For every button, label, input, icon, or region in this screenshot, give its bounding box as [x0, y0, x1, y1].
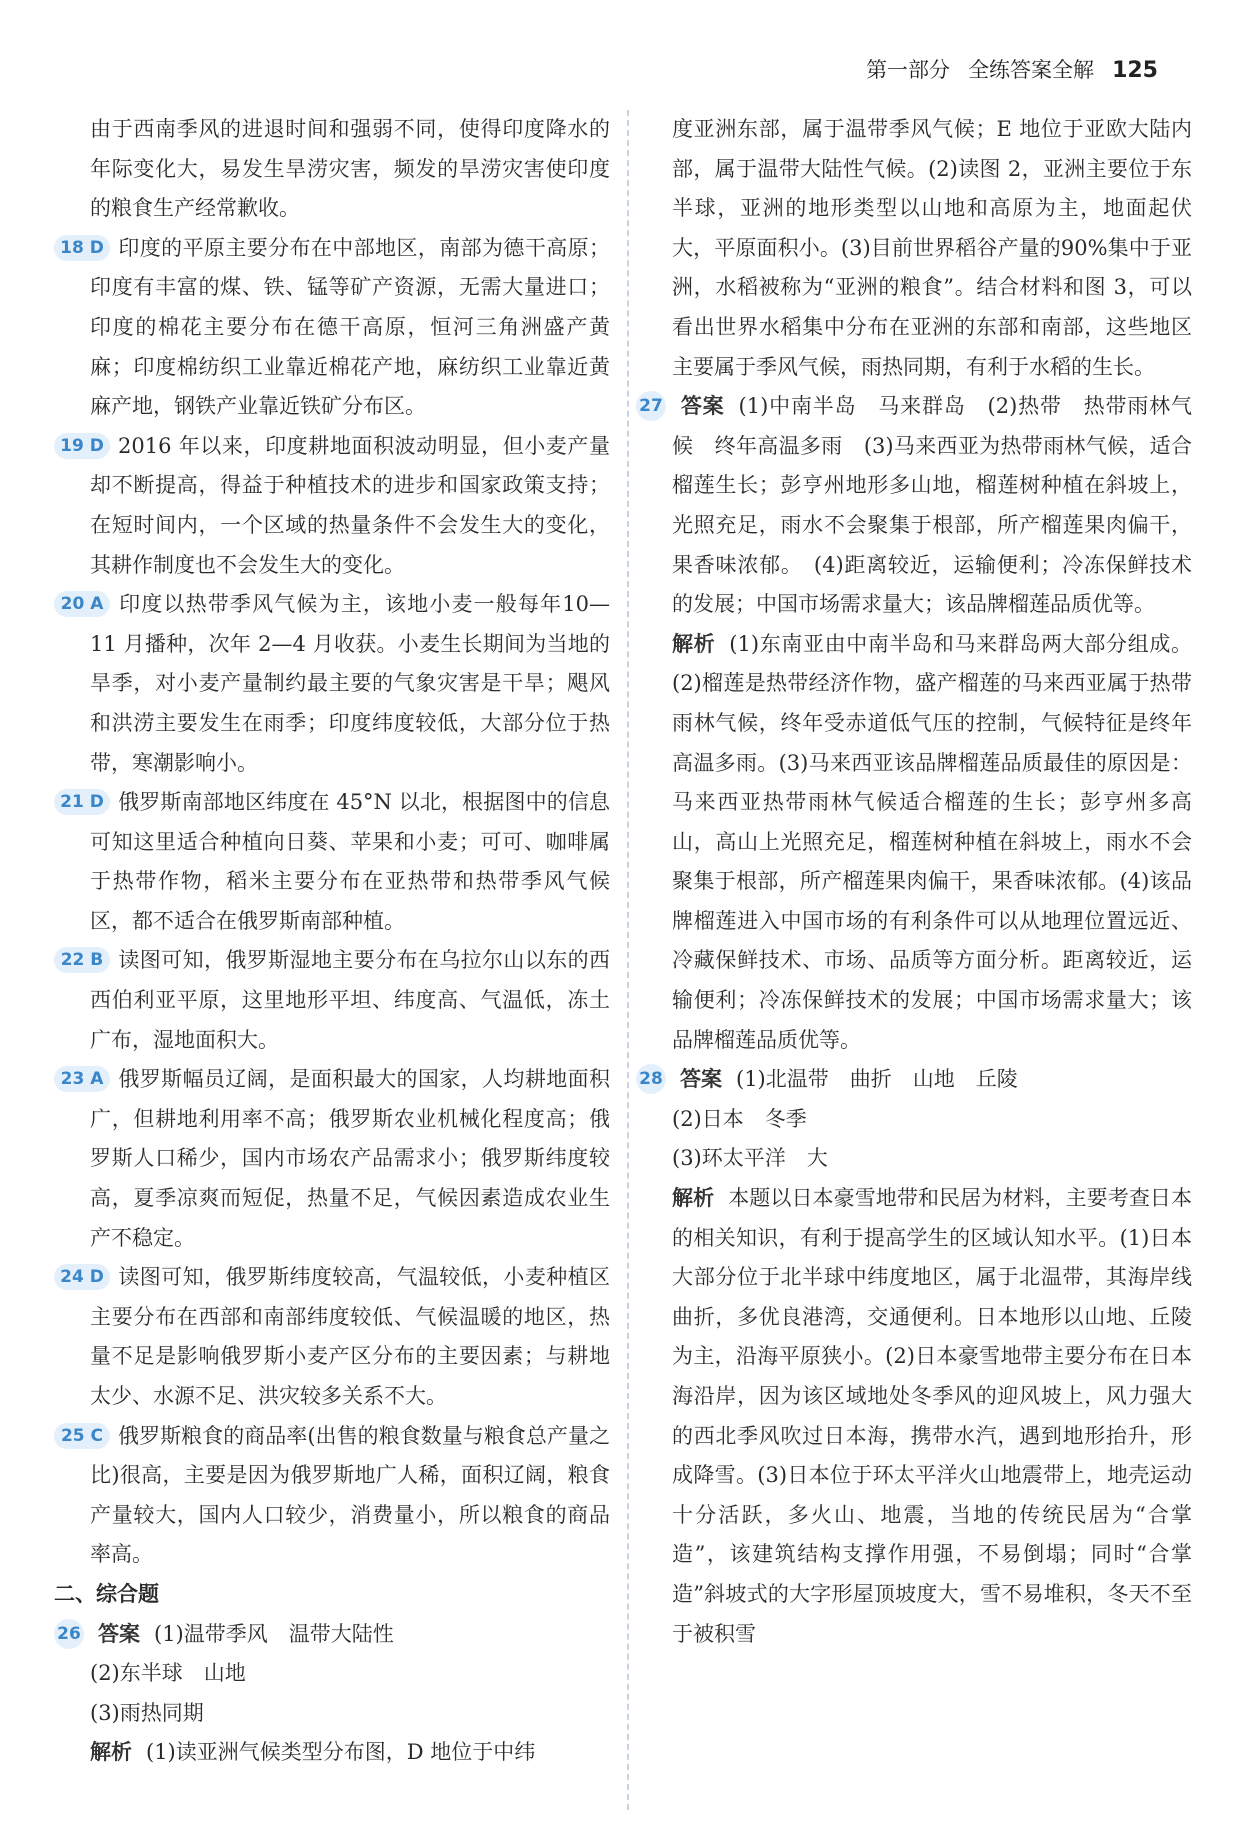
explanation-block [672, 1179, 1192, 1654]
question-number-badge: 22 B [54, 947, 110, 973]
explanation-text: 俄罗斯粮食的商品率(出售的粮食数量与粮食总产量之比)很高，主要是因为俄罗斯地广人稀，面积辽阔，粮食产量较大，国内人口较少，消费量小，所以粮食的商品率高。 [90, 1423, 610, 1567]
explanation-label: 解析 [90, 1740, 132, 1765]
question-number-badge: 21 D [54, 789, 110, 815]
question-number-badge: 23 A [54, 1066, 110, 1092]
explanation-text: 俄罗斯南部地区纬度在 45°N 以北，根据图中的信息可知这里适合种植向日葵、苹果和小麦；可可、咖啡属于热带作物，稻米主要分布在亚热带和热带季风气候区，都不适合在俄罗斯南部种植。 [90, 790, 610, 933]
section-title: 二、综合题 [54, 1581, 159, 1606]
explanation-block [90, 1733, 610, 1773]
explanation-text: 俄罗斯幅员辽阔，是面积最大的国家，人均耕地面积广，但耕地利用率不高；俄罗斯农业机械化程度高；俄罗斯人口稀少，国内市场农产品需求小；俄罗斯纬度较高，夏季凉爽而短促，热量不足，气候因素造成农业生产不稳定。 [90, 1067, 610, 1250]
answer-label: 答案 [680, 394, 725, 419]
answer-block [639, 1060, 1192, 1179]
continued-text [90, 110, 610, 229]
question-number-badge: 18 D [54, 235, 110, 261]
column-divider [627, 110, 629, 1810]
question-answer [60, 941, 610, 1060]
answer-line: (3)雨热同期 [90, 1700, 204, 1725]
explanation-label: 解析 [672, 1186, 715, 1211]
explanation-label: 解析 [672, 631, 716, 656]
right-column [639, 110, 1193, 1654]
question-answer [60, 1258, 610, 1416]
paragraph-text: 度亚洲东部，属于温带季风气候；E 地位于亚欧大陆内部，属于温带大陆性气候。(2)读图 2，亚洲主要位于东半球，亚洲的地形类型以山地和高原为主，地面起伏大，平原面积小。(3)目前世界稻谷产量的90%集中于亚洲，水稻被称为“亚洲的粮食”。结合材料和图 3，可以看出世界水稻集中分布在亚洲的东部和南部，这些地区主要属于季风气候，雨热同期，有利于水稻的生长。 [672, 117, 1192, 379]
question-answer [60, 427, 610, 585]
question-answer [60, 1060, 610, 1258]
answer-block [57, 1615, 610, 1734]
header-title: 全练答案全解 [968, 58, 1095, 82]
explanation-text: (1)读亚洲气候类型分布图，D 地位于中纬 [146, 1740, 536, 1765]
answer-line: (1)中南半岛 马来群岛 (2)热带 热带雨林气候 终年高温多雨 (3)马来西亚为热带雨林气候，适合榴莲生长；彭亨州地形多山地，榴莲树种植在斜坡上，光照充足，雨水不会聚集于根部，所产榴莲果肉偏干，果香味浓郁。 (4)距离较近，运输便利；冷冻保鲜技术的发展；中国市场需求量大；该品牌榴莲品质优等。 [672, 394, 1193, 617]
question-number-badge: 19 D [54, 433, 110, 459]
answer-line: (1)北温带 曲折 山地 丘陵 [736, 1067, 1018, 1092]
answer-line: (2)日本 冬季 [672, 1106, 807, 1131]
section-heading [54, 1575, 610, 1615]
answer-line: (2)东半球 山地 [90, 1661, 246, 1686]
explanation-text: 读图可知，俄罗斯湿地主要分布在乌拉尔山以东的西西伯利亚平原，这里地形平坦、纬度高、气温低，冻土广布，湿地面积大。 [90, 948, 610, 1052]
page-header [866, 54, 1158, 84]
explanation-block [672, 625, 1192, 1061]
explanation-text: 印度以热带季风气候为主，该地小麦一般每年10—11 月播种，次年 2—4 月收获。小麦生长期间为当地的旱季，对小麦产量制约最主要的气象灾害是干旱；飓风和洪涝主要发生在雨季；印度纬度较低，大部分位于热带，寒潮影响小。 [90, 592, 610, 775]
header-part: 第一部分 [866, 58, 951, 82]
explanation-text: (1)东南亚由中南半岛和马来群岛两大部分组成。(2)榴莲是热带经济作物，盛产榴莲的马来西亚属于热带雨林气候，终年受赤道低气压的控制，气候特征是终年高温多雨。(3)马来西亚该品牌榴莲品质最佳的原因是：马来西亚热带雨林气候适合榴莲的生长；彭亨州多高山，高山上光照充足，榴莲树种植在斜坡上，雨水不会聚集于根部，所产榴莲果肉偏干，果香味浓郁。(4)该品牌榴莲进入中国市场的有利条件可以从地理位置远近、冷藏保鲜技术、市场、品质等方面分析。距离较近，运输便利；冷冻保鲜技术的发展；中国市场需求量大；该品牌榴莲品质优等。 [672, 631, 1192, 1052]
answer-line: (1)温带季风 温带大陆性 [154, 1621, 394, 1646]
question-number-badge: 28 [636, 1064, 666, 1094]
question-number-badge: 25 C [54, 1423, 110, 1449]
question-number-badge: 26 [54, 1619, 84, 1649]
explanation-text: 本题以日本豪雪地带和民居为材料，主要考查日本的相关知识，有利于提高学生的区域认知水平。(1)日本大部分位于北半球中纬度地区，属于北温带，其海岸线曲折，多优良港湾，交通便利。日本地形以山地、丘陵为主，沿海平原狭小。(2)日本豪雪地带主要分布在日本海沿岸，因为该区域地处冬季风的迎风坡上，风力强大的西北季风吹过日本海，携带水汽，遇到地形抬升，形成降雪。(3)日本位于环太平洋火山地震带上，地壳运动十分活跃，多火山、地震，当地的传统民居为“合掌造”，该建筑结构支撑作用强，不易倒塌；同时“合掌造”斜坡式的大字形屋顶坡度大，雪不易堆积，冬天不至于被积雪 [672, 1186, 1193, 1646]
answer-line: (3)环太平洋 大 [672, 1146, 828, 1171]
paragraph-text: 由于西南季风的进退时间和强弱不同，使得印度降水的年际变化大，易发生旱涝灾害，频发的旱涝灾害使印度的粮食生产经常歉收。 [90, 117, 610, 221]
question-answer [60, 585, 610, 783]
question-number-badge: 24 D [54, 1264, 110, 1290]
explanation-text: 2016 年以来，印度耕地面积波动明显，但小麦产量却不断提高，得益于种植技术的进步和国家政策支持；在短时间内，一个区域的热量条件不会发生大的变化，其耕作制度也不会发生大的变化。 [90, 433, 610, 577]
continued-text [672, 110, 1192, 387]
answer-label: 答案 [680, 1067, 722, 1092]
question-answer [60, 1417, 610, 1575]
explanation-text: 读图可知，俄罗斯纬度较高，气温较低，小麦种植区主要分布在西部和南部纬度较低、气候温暖的地区，热量不足是影响俄罗斯小麦产区分布的主要因素；与耕地太少、水源不足、洪灾较多关系不大。 [90, 1265, 610, 1408]
answer-block [639, 387, 1193, 625]
left-column [54, 110, 610, 1773]
question-number-badge: 27 [636, 391, 666, 421]
question-answer [60, 783, 610, 941]
question-number-badge: 20 A [54, 591, 110, 617]
answer-label: 答案 [98, 1621, 140, 1646]
explanation-text: 印度的平原主要分布在中部地区，南部为德干高原；印度有丰富的煤、铁、锰等矿产资源，无需大量进口；印度的棉花主要分布在德干高原，恒河三角洲盛产黄麻；印度棉纺织工业靠近棉花产地，麻纺织工业靠近黄麻产地，钢铁产业靠近铁矿分布区。 [90, 235, 610, 419]
page-number: 125 [1112, 58, 1158, 83]
question-answer [60, 229, 610, 427]
